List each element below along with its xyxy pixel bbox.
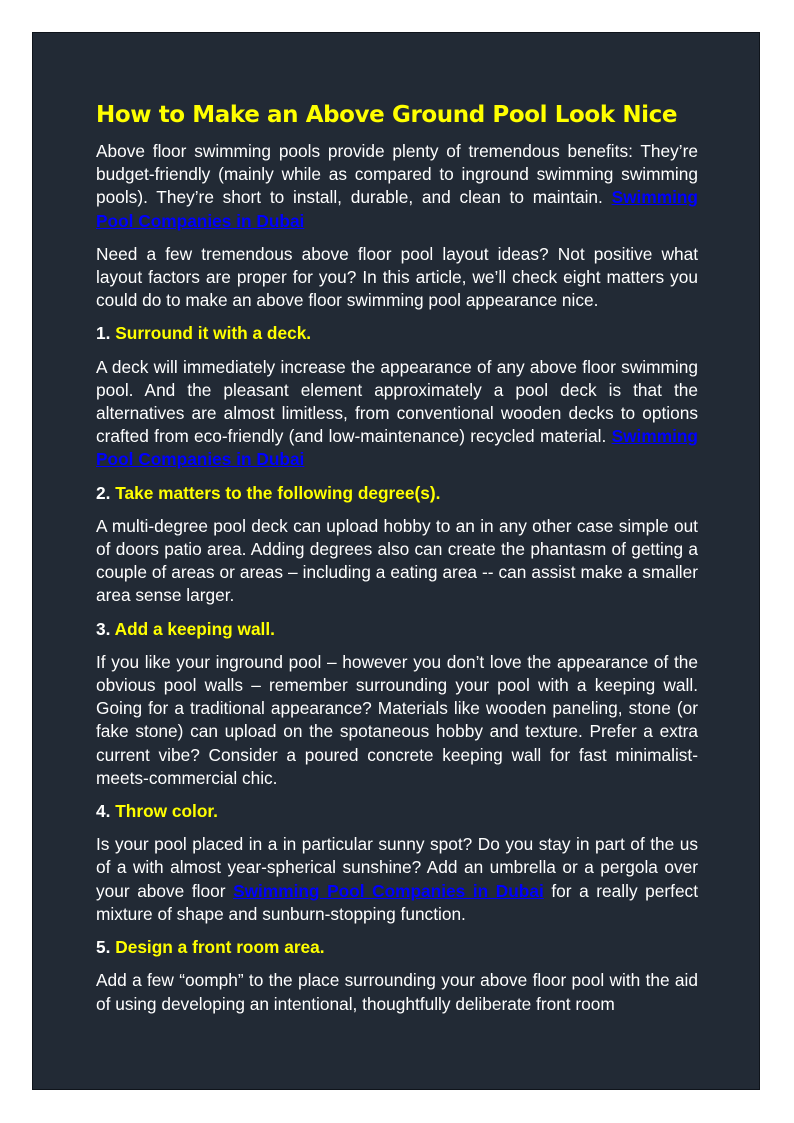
section-number: 4. xyxy=(96,801,111,822)
section-text: A deck will immediately increase the appearance of any above floor swimming pool. And the pleasant element approximately a pool deck is that the alternatives are almost limitless, from conventional wooden decks to options crafted from eco-friendly (and low-maintenance) recycled material. xyxy=(96,356,698,447)
section-paragraph-3: If you like your inground pool – however you don’t love the appearance of the obvious pool walls – remember surrounding your pool with a keeping wall. Going for a traditional appearance? Materials like wooden paneling, stone (or fake stone) can upload on the spotaneous hobby and texture. Prefer a extra current vibe? Consider a poured concrete keeping wall for fast minimalist-meets-commercial chic. xyxy=(96,651,698,788)
section-paragraph-2: A multi-degree pool deck can upload hobby to an in any other case simple out of doors patio area. Adding degrees also can create the phantasm of getting a couple of areas or areas – including a eating area -- can assist make a smaller area sense larger. xyxy=(96,515,698,606)
article-body xyxy=(96,99,698,1026)
section-title: Throw color. xyxy=(115,801,218,822)
section-heading-4 xyxy=(96,800,698,823)
section-heading-2 xyxy=(96,482,698,505)
intro-paragraph-1 xyxy=(96,140,698,233)
section-heading-1 xyxy=(96,322,698,345)
intro-paragraph-2: Need a few tremendous above floor pool layout ideas? Not positive what layout factors are proper for you? In this article, we’ll check eight matters you could do to make an above floor swimming pool appearance nice. xyxy=(96,243,698,311)
section-title: Surround it with a deck. xyxy=(115,323,312,344)
document-page xyxy=(32,32,760,1090)
intro-text-1: Above floor swimming pools provide plenty of tremendous benefits: They’re budget-friendly (mainly while as compared to inground swimming swimming pools). They’re short to install, durable, and clean to maintain. xyxy=(96,141,698,208)
section-number: 5. xyxy=(96,937,111,958)
section-title: Take matters to the following degree(s). xyxy=(115,482,441,503)
section-text-after-link: for a really perfect mixture of shape and sunburn-stopping function. xyxy=(96,880,698,924)
section-number: 1. xyxy=(96,323,111,344)
section-text-before-link: Is your pool placed in a in particular sunny spot? Do you stay in part of the us of a with almost year-spherical sunshine? Add an umbrella or a pergola over your above floor xyxy=(96,834,698,901)
section-number: 3. xyxy=(96,618,111,639)
section-heading-5 xyxy=(96,936,698,959)
section-paragraph-1 xyxy=(96,356,698,472)
section-title: Design a front room area. xyxy=(115,937,325,958)
section-paragraph-5: Add a few “oomph” to the place surrounding your above floor pool with the aid of using developing an intentional, thoughtfully deliberate front room xyxy=(96,970,698,1014)
pool-companies-link-3[interactable]: Swimming Pool Companies in Dubai xyxy=(233,880,544,901)
section-title: Add a keeping wall. xyxy=(114,618,275,639)
section-paragraph-4 xyxy=(96,833,698,926)
section-heading-3 xyxy=(96,618,698,641)
pool-companies-link-2[interactable]: Swimming Pool Companies in Dubai xyxy=(96,426,698,470)
pool-companies-link-1[interactable]: Swimming Pool Companies in Dubai xyxy=(96,187,698,231)
section-number: 2. xyxy=(96,482,111,503)
article-title: How to Make an Above Ground Pool Look Nice xyxy=(96,102,678,128)
